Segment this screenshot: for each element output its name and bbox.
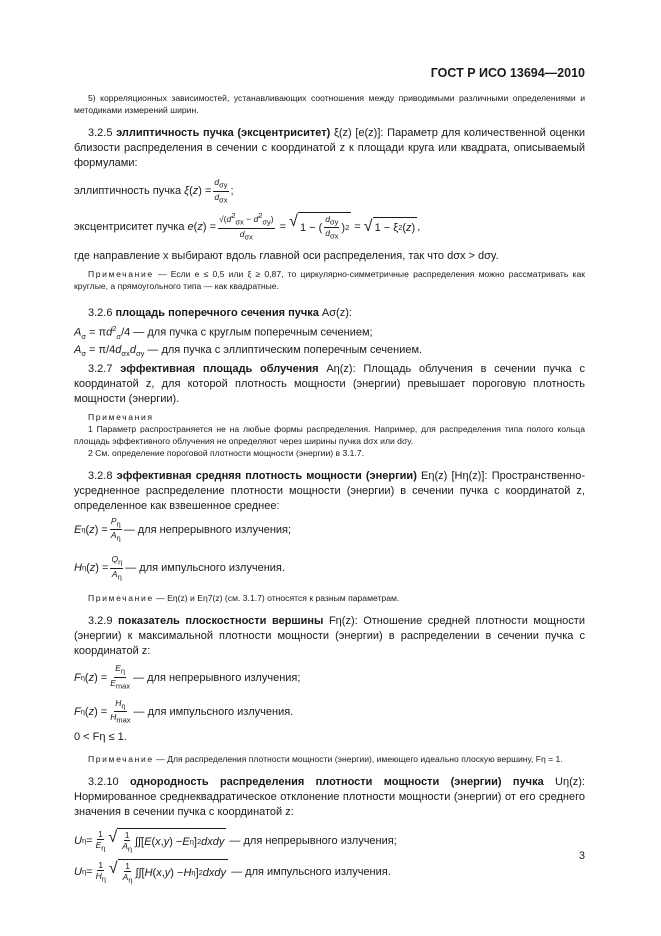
- formula-desc: — для непрерывного излучения;: [123, 523, 292, 536]
- notes-label: Примечания: [88, 411, 154, 422]
- section-number: 3.2.9: [88, 615, 113, 628]
- note-3-2-5: [74, 268, 585, 292]
- note-label: Примечание: [88, 754, 154, 765]
- section-3-2-6: [74, 306, 585, 321]
- symbol: Aη(z):: [326, 362, 356, 375]
- term: площадь поперечного сечения пучка: [115, 306, 319, 319]
- symbol: ξ(z) [e(z)]:: [333, 127, 384, 139]
- formula-e-eta: E η ( z ) = $\frac{P_\eta}{A_\eta}$ — для непрерывного излучения;: [74, 515, 292, 543]
- formula-desc: — для пучка с круглым поперечным сечением;: [133, 326, 373, 339]
- formula-u-eta-cw: U η = $\frac{1}{E_\eta}$ √ $\frac{1}{A_\eta}$ ∫∫[ E ( x , y ) − E η ] 2 dxdy — для непрерывного излучения;: [74, 829, 397, 854]
- note-label: Примечание: [88, 593, 154, 604]
- definition: Параметр для количественной оценки близости распределения в сечении с координатой z к площади круга или квадрата, описываемый формулами:: [74, 127, 586, 169]
- term: эллиптичность пучка (эксцентриситет): [116, 127, 331, 139]
- section-number: 3.2.5: [88, 127, 113, 139]
- section-number: 3.2.6: [88, 306, 113, 319]
- document-header: ГОСТ Р ИСО 13694—2010: [430, 66, 585, 80]
- term: эффективная площадь облучения: [120, 362, 319, 375]
- section-3-2-9: [74, 614, 585, 659]
- where-clause: где направление x выбирают вдоль главной оси распределения, так что dσx > dσy.: [74, 249, 499, 262]
- term: эффективная средняя плотность мощности (энергии): [116, 469, 417, 482]
- formula-area-circle: $A_\sigma = \pi d^2_\sigma/4$ — для пучка с круглым поперечным сечением;: [74, 323, 373, 341]
- list-item-5: 5) корреляционных зависимостей, устанавливающих соотношения между приводимыми различными определениями и методиками измерений ширин.: [74, 93, 585, 115]
- page-content: [74, 92, 585, 885]
- formula-desc: — для пучка с эллиптическим поперечным сечением.: [147, 344, 423, 357]
- note-1: 1 Параметр распространяется не на любые формы распределения. Например, для распределения типа полого кольца площадь эффективного облучения не определяют через ширины пучка dσx или dσy.: [74, 423, 585, 446]
- formula-f-eta-cw: F η ( z ) = $\frac{E_\eta}{E_{max}}$ — для непрерывного излучения;: [74, 663, 301, 691]
- formula-label: эллиптичность пучка: [74, 185, 182, 198]
- note-label: Примечание: [88, 268, 154, 279]
- section-number: 3.2.10: [88, 776, 119, 789]
- note-3-2-8: [74, 592, 585, 604]
- section-3-2-7: [74, 362, 585, 407]
- section-3-2-8: [74, 469, 585, 514]
- symbol: Eη(z) [Hη(z)]:: [421, 469, 488, 482]
- formula-u-eta-pulse: U η = $\frac{1}{H_\eta}$ √ $\frac{1}{A_\eta}$ ∫∫[ H ( x , y ) − H η ] 2 dxdy — для импульсного излучения.: [74, 859, 391, 885]
- section-number: 3.2.7: [88, 362, 113, 375]
- note-text: — Для распределения плотности мощности (энергии), имеющего идеально плоскую вершину, Fη = 1.: [156, 754, 563, 765]
- symbol: Uη(z):: [555, 776, 585, 789]
- section-number: 3.2.8: [88, 469, 113, 482]
- formula-desc: — для импульсного излучения.: [231, 866, 391, 879]
- note-3-2-9: [74, 753, 585, 765]
- term: показатель плоскостности вершины: [118, 615, 324, 628]
- note-text: — Если e ≤ 0,5 или ξ ≥ 0,87, то циркулярно-симметричные распределения можно рассматривать как круглые, а прямоугольного типа — как квадратные.: [74, 268, 585, 291]
- formula-desc: — для импульсного излучения.: [125, 562, 285, 575]
- note-text: — Eη(z) и Eη7(z) (см. 3.1.7) относятся к разным параметрам.: [156, 593, 400, 604]
- formula-area-ellipse: $A_\sigma = \pi/4d_{\sigma x}d_{\sigma y}$ — для пучка с эллиптическим поперечным сечением.: [74, 344, 423, 359]
- definition: Площадь облучения в сечении пучка с координатой z, для которой плотность мощности (энергии) превышает пороговую плотность мощности (энергии).: [74, 362, 585, 405]
- term: однородность распределения плотности мощности (энергии) пучка: [129, 776, 544, 789]
- formula-h-eta: H η ( z ) = $\frac{Q_\eta}{A_\eta}$ — для импульсного излучения.: [74, 553, 285, 582]
- definition: Отношение средней плотности мощности (энергии) к максимальной плотности мощности (энергии) в распределении в сечении пучка с координатой z:: [74, 615, 585, 658]
- section-3-2-5: [74, 126, 585, 171]
- formula-desc: — для импульсного излучения.: [133, 705, 294, 718]
- formula-ellipticity: эллиптичность пучка ξ ( z ) = $\frac{d_{\sigma y}}{d_{\sigma x}}$ ;: [74, 177, 234, 205]
- formula-desc: — для непрерывного излучения;: [229, 835, 397, 848]
- formula-f-range: 0 < Fη ≤ 1.: [74, 731, 127, 744]
- page-number: 3: [578, 850, 585, 862]
- formula-desc: — для непрерывного излучения;: [133, 671, 301, 684]
- section-3-2-10: [74, 775, 585, 820]
- definition: Пространственно-усредненное распределение плотности мощности (энергии) в сечении пучка с координатой z, определенное как взвешенное среднее:: [74, 469, 586, 512]
- symbol: Fη(z):: [328, 615, 358, 628]
- symbol: Aσ(z):: [321, 306, 352, 319]
- formula-label: эксцентриситет пучка: [74, 220, 185, 233]
- note-2: 2 См. определение пороговой плотности мощности (энергии) в 3.1.7.: [88, 447, 364, 458]
- formula-eccentricity: эксцентриситет пучка e ( z ) = $\frac{√(d^2_{\sigma x} - d^2_{\sigma y})}{d_{\sigma x}}$ = √ 1 − ( $\frac{d_{\sigma y}}{d_{\sigma x}}$ ) 2 = √ 1 − ξ 2 ( z ) ,: [74, 211, 421, 242]
- definition: Нормированное среднеквадратическое отклонение плотности мощности (энергии) от его среднего значения в сечении пучка с координатой z:: [74, 791, 585, 819]
- formula-f-eta-pulse: F η ( z ) = $\frac{H_\eta}{H_{max}}$ — для импульсного излучения.: [74, 697, 294, 726]
